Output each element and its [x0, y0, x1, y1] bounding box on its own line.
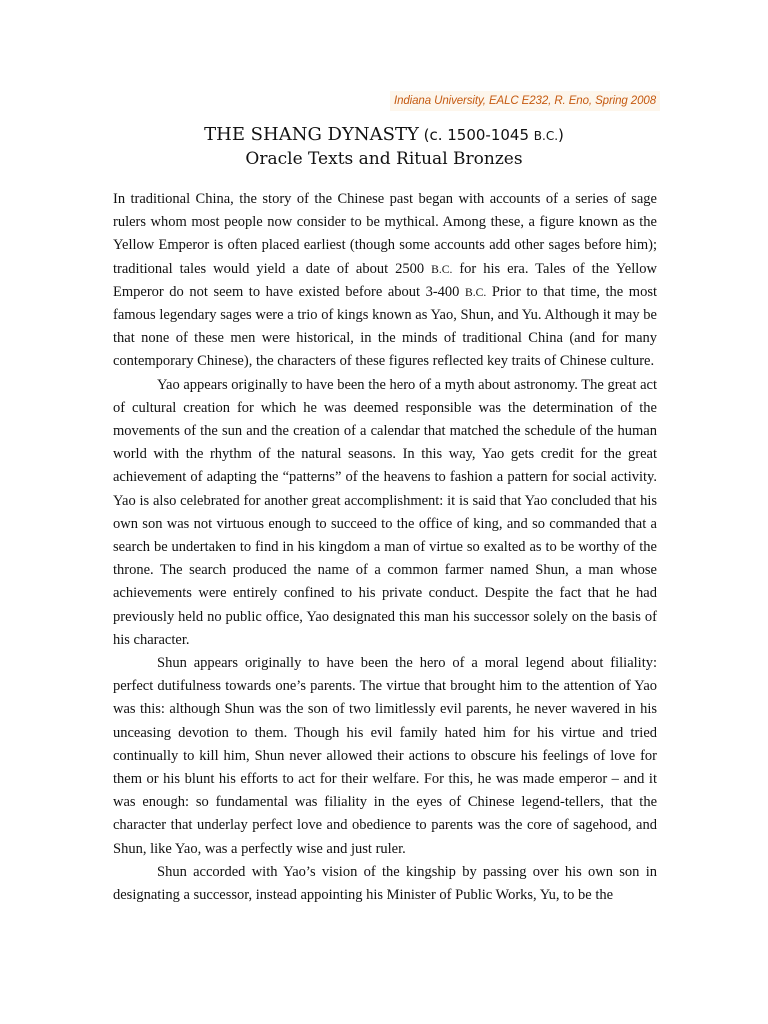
title-dates-prefix: (c. 1500-1045	[418, 126, 534, 144]
paragraph-1-part-a: In traditional China, the story of the Chinese past began with accounts of a series of sage rulers whom most people now consider to be mythical. Among these, a figure known as the Yellow Emperor is often placed earliest (though some accounts add other sages before him); traditional tales would yield a date of about 2500	[113, 191, 657, 277]
title-main: THE SHANG DYNASTY	[204, 124, 419, 145]
title-dates-era: B.C.	[533, 129, 559, 143]
title-dates-suffix: )	[558, 126, 564, 144]
paragraph-1	[113, 188, 657, 374]
paragraph-4: Shun accorded with Yao’s vision of the kingship by passing over his own son in designating a successor, instead appointing his Minister of Public Works, Yu, to be the	[113, 863, 657, 904]
page-title	[0, 122, 768, 147]
title-dates	[419, 126, 564, 144]
paragraph-1-era-1: B.C.	[431, 262, 453, 276]
course-header-note: Indiana University, EALC E232, R. Eno, Spring 2008	[390, 91, 660, 111]
page-subtitle: Oracle Texts and Ritual Bronzes	[245, 149, 523, 169]
paragraph-1-era-2: B.C.	[465, 285, 487, 299]
body-text	[113, 188, 657, 907]
paragraph-1-part-b: for his era. Tales of the Yellow Emperor do not seem to have existed before about 3-400	[113, 260, 657, 300]
paragraph-1-part-c: Prior to that time, the most famous legendary sages were a trio of kings known as Yao, Shun, and Yu. Although it may be that none of these men were historical, in the minds of traditional China (and for many contemporary Chinese), the characters of these figures reflected key traits of Chinese culture.	[113, 283, 657, 370]
paragraph-3: Shun appears originally to have been the hero of a moral legend about filiality: perfect dutifulness towards one’s parents. The virtue that brought him to the attention of Yao was this: although Shun was the son of two limitlessly evil parents, he never wavered in his unceasing devotion to them. Though his evil family hated him for his virtue and tried continually to kill him, Shun never allowed their actions to obscure his feelings of love for them or his blunt his efforts to act for their welfare. For this, he was made emperor – and it was enough: so fundamental was filiality in the eyes of Chinese legend-tellers, that the character that underlay perfect love and obedience to parents was the core of sagehood, and Shun, like Yao, was a perfectly wise and just ruler.	[113, 655, 657, 857]
paragraph-2: Yao appears originally to have been the hero of a myth about astronomy. The great act of cultural creation for which he was deemed responsible was the determination of the movements of the sun and the creation of a calendar that matched the schedule of the human world with the rhythm of the natural seasons. In this way, Yao gets credit for the great achievement of adapting the “patterns” of the heavens to fashion a pattern for social activity. Yao is also celebrated for another great accomplishment: it is said that Yao concluded that his own son was not virtuous enough to succeed to the office of king, and so commanded that a search be undertaken to find in his kingdom a man of virtue so exalted as to be worthy of the throne. The search produced the name of a common farmer named Shun, a man whose achievements were entirely confined to his private conduct. Despite the fact that he had previously held no public office, Yao designated this man his successor solely on the basis of his character.	[113, 376, 657, 648]
title-block	[0, 122, 768, 172]
